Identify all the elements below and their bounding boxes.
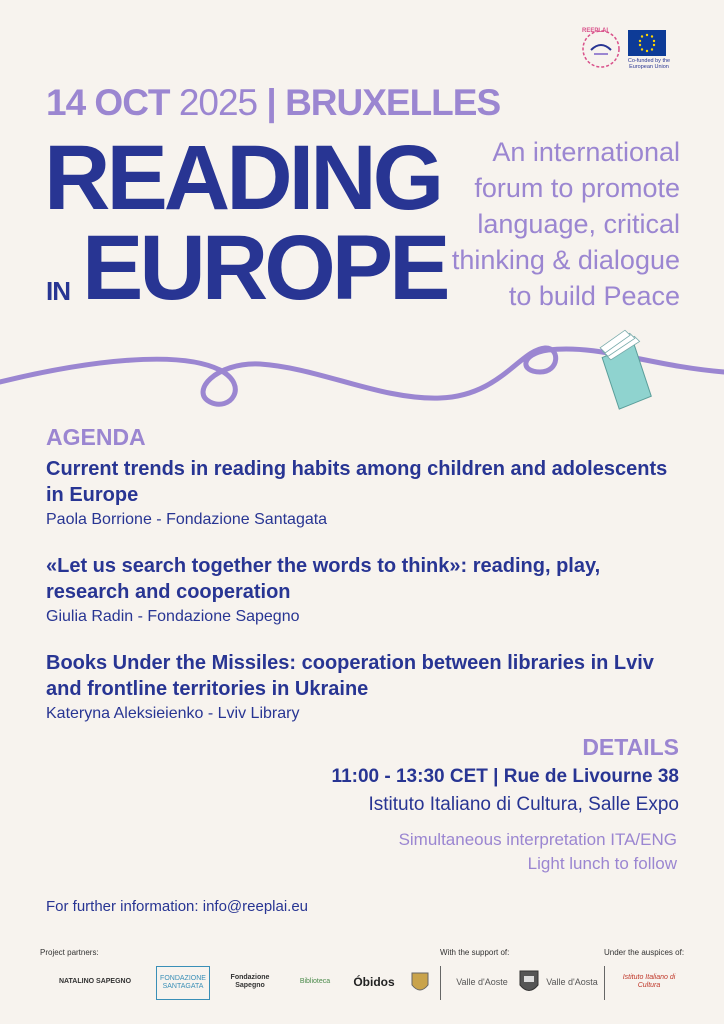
tagline-line: to build Peace	[508, 281, 680, 311]
support-label: With the support of:	[440, 948, 510, 957]
eu-caption: Co-funded by the European Union	[627, 58, 671, 70]
details-interpretation: Simultaneous interpretation ITA/ENG	[398, 830, 677, 849]
partner-logo: Fondazione Sapegno	[230, 974, 270, 989]
partner-logo: FONDAZIONE SANTAGATA	[156, 966, 210, 1000]
title-in: IN	[46, 276, 70, 306]
agenda-item	[46, 650, 686, 725]
agenda-item-title: Books Under the Missiles: cooperation between libraries in Lviv and frontline territories in Ukraine	[46, 652, 654, 700]
event-city: BRUXELLES	[285, 82, 501, 123]
tagline-line: An international	[492, 137, 680, 167]
event-date-line	[46, 82, 500, 124]
agenda-item-speaker: Kateryna Aleksieienko - Lviv Library	[46, 705, 300, 722]
title-europe: EUROPE	[82, 217, 447, 319]
event-year: 2025	[178, 82, 258, 123]
support-logo: Valle d'Aosta	[546, 977, 598, 987]
tagline-line: language, critical	[477, 209, 680, 239]
auspices-label: Under the auspices of:	[604, 948, 685, 957]
info-label: For further information:	[46, 898, 199, 915]
partners-label: Project partners:	[40, 948, 99, 957]
agenda-item	[46, 456, 686, 531]
agenda-heading: AGENDA	[46, 424, 146, 450]
partner-logo: Biblioteca	[299, 978, 331, 985]
divider	[604, 966, 605, 1000]
details-venue: Istituto Italiano di Cultura, Salle Expo	[368, 794, 679, 815]
reeplai-name: REEPLAI	[582, 28, 609, 34]
details-lunch: Light lunch to follow	[527, 854, 677, 873]
agenda-item-title: Current trends in reading habits among children and adolescents in Europe	[46, 458, 668, 506]
tagline	[404, 134, 680, 314]
info-line	[46, 898, 308, 915]
info-email-link[interactable]: info@reeplai.eu	[202, 898, 309, 915]
details-heading: DETAILS	[582, 734, 679, 760]
support-logo: Valle d'Aoste	[456, 977, 508, 987]
event-date: 14 OCT	[46, 82, 170, 123]
partner-logo: NATALINO SAPEGNO	[58, 978, 132, 985]
decorative-curve	[0, 320, 724, 430]
eu-flag-icon	[628, 30, 666, 56]
tagline-line: forum to promote	[474, 173, 680, 203]
auspices-logo: Istituto Italiano di Cultura	[622, 974, 676, 989]
partner-logo	[408, 966, 432, 998]
agenda-item-speaker: Giulia Radin - Fondazione Sapegno	[46, 608, 300, 625]
event-separator: |	[266, 82, 276, 123]
partner-logo: Óbidos	[353, 975, 395, 989]
agenda-item-speaker: Paola Borrione - Fondazione Santagata	[46, 511, 328, 528]
title-reading: READING	[44, 127, 441, 229]
agenda-item-title: «Let us search together the words to think»: reading, play, research and cooperation	[46, 555, 601, 603]
agenda-item	[46, 553, 686, 628]
coat-of-arms-icon	[516, 966, 542, 998]
details-time: 11:00 - 13:30 CET | Rue de Livourne 38	[331, 766, 679, 787]
divider	[440, 966, 441, 1000]
tagline-line: thinking & dialogue	[451, 245, 680, 275]
book-icon	[598, 328, 653, 411]
